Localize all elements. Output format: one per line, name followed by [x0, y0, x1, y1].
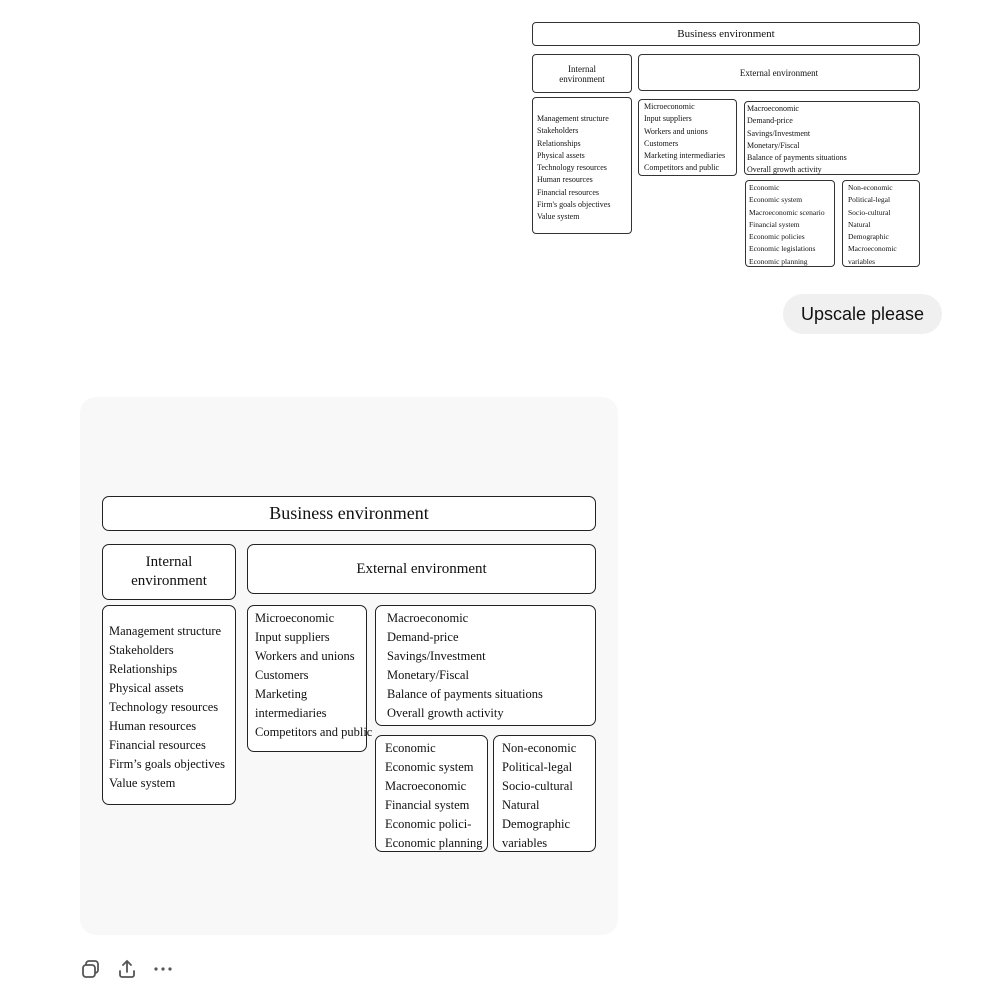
diagram-title: Business environment	[532, 22, 920, 46]
list-item: Balance of payments situations	[747, 153, 847, 163]
list-item: Economic policies	[749, 232, 805, 242]
list-item: Demographic	[848, 232, 889, 242]
share-icon[interactable]	[116, 958, 138, 980]
list-item: Financial resources	[537, 187, 599, 197]
list-item: Economic	[385, 741, 436, 755]
list-item: Non-economic	[502, 741, 577, 755]
list-item: Input suppliers	[255, 630, 330, 644]
list-item: Economic system	[385, 760, 474, 774]
list-item: Demographic	[502, 817, 571, 831]
list-item: Customers	[644, 138, 679, 148]
list-item: Macroeconomic	[385, 779, 467, 793]
list-item: Technology resources	[537, 163, 607, 173]
list-item: Firm's goals objectives	[537, 200, 611, 210]
diagram-title: Business environment	[102, 496, 596, 531]
list-item: Relationships	[109, 662, 178, 676]
economic-box	[745, 180, 835, 267]
external-header: External environment	[247, 544, 596, 594]
copy-icon[interactable]	[80, 958, 102, 980]
macro-box	[375, 605, 596, 726]
list-item: Stakeholders	[537, 126, 579, 136]
list-item: Customers	[255, 668, 309, 682]
list-item: Macroeconomic	[747, 104, 799, 113]
list-item: Savings/Investment	[747, 128, 811, 138]
list-item: Financial resources	[109, 738, 206, 752]
noneconomic-box	[842, 180, 920, 267]
list-item: Balance of payments situations	[387, 687, 543, 701]
user-message: Upscale please	[783, 294, 942, 334]
list-item: Microeconomic	[255, 611, 335, 625]
list-item: Economic planning	[749, 256, 808, 266]
list-item: Socio-cultural	[502, 779, 573, 793]
list-item: Economic legislations	[749, 244, 816, 254]
list-item: Non-economic	[848, 183, 893, 192]
list-item: Overall growth activity	[747, 165, 822, 175]
list-item: Demand-price	[747, 116, 793, 126]
list-item: Macroeconomic	[848, 244, 897, 254]
list-item: Natural	[848, 219, 871, 229]
list-item: Management structure	[537, 114, 609, 123]
list-item: Technology resources	[109, 700, 219, 714]
list-item: Overall growth activity	[387, 706, 504, 720]
list-item: variables	[502, 836, 548, 850]
list-item: Marketing	[255, 687, 308, 701]
internal-header: Internal environment	[532, 54, 632, 93]
list-item: Value system	[537, 212, 580, 222]
list-item: variables	[848, 256, 876, 266]
list-item: Firm’s goals objectives	[109, 757, 225, 771]
list-item: Monetary/Fiscal	[387, 668, 469, 682]
internal-box	[102, 605, 236, 805]
internal-box	[532, 97, 632, 234]
list-item: Political-legal	[502, 760, 573, 774]
list-item: Macroeconomic scenario	[749, 207, 825, 217]
list-item: Stakeholders	[109, 643, 174, 657]
list-item: Economic polici-	[385, 817, 472, 831]
list-item: Savings/Investment	[387, 649, 486, 663]
list-item: Microeconomic	[644, 102, 695, 111]
list-item: Physical assets	[109, 681, 184, 695]
list-item: Demand-price	[387, 630, 459, 644]
micro-box	[638, 99, 737, 176]
list-item: Socio-cultural	[848, 207, 891, 217]
list-item: Monetary/Fiscal	[747, 140, 800, 150]
list-item: Input suppliers	[644, 114, 692, 124]
list-item: Management structure	[109, 624, 222, 638]
list-item: Workers and unions	[644, 126, 708, 136]
list-item: Relationships	[537, 138, 581, 148]
economic-box	[375, 735, 488, 852]
list-item: Competitors and public	[644, 163, 720, 173]
internal-header: Internal environment	[102, 544, 236, 600]
micro-box	[247, 605, 373, 752]
list-item: Value system	[109, 776, 176, 790]
list-item: Physical assets	[537, 150, 585, 160]
macro-box	[744, 101, 920, 175]
list-item: Financial system	[749, 219, 800, 229]
list-item: Economic planning	[385, 836, 483, 850]
list-item: Marketing intermediaries	[644, 151, 726, 161]
list-item: Competitors and public	[255, 725, 373, 739]
external-header: External environment	[638, 54, 920, 91]
list-item: Economic system	[749, 195, 803, 205]
list-item: intermediaries	[255, 706, 327, 720]
more-icon[interactable]	[152, 958, 174, 980]
list-item: Natural	[502, 798, 540, 812]
list-item: Financial system	[385, 798, 470, 812]
noneconomic-box	[493, 735, 596, 852]
list-item: Political-legal	[848, 195, 891, 205]
list-item: Workers and unions	[255, 649, 355, 663]
list-item: Macroeconomic	[387, 611, 469, 625]
list-item: Economic	[749, 183, 780, 192]
list-item: Human resources	[109, 719, 197, 733]
list-item: Human resources	[537, 175, 593, 185]
